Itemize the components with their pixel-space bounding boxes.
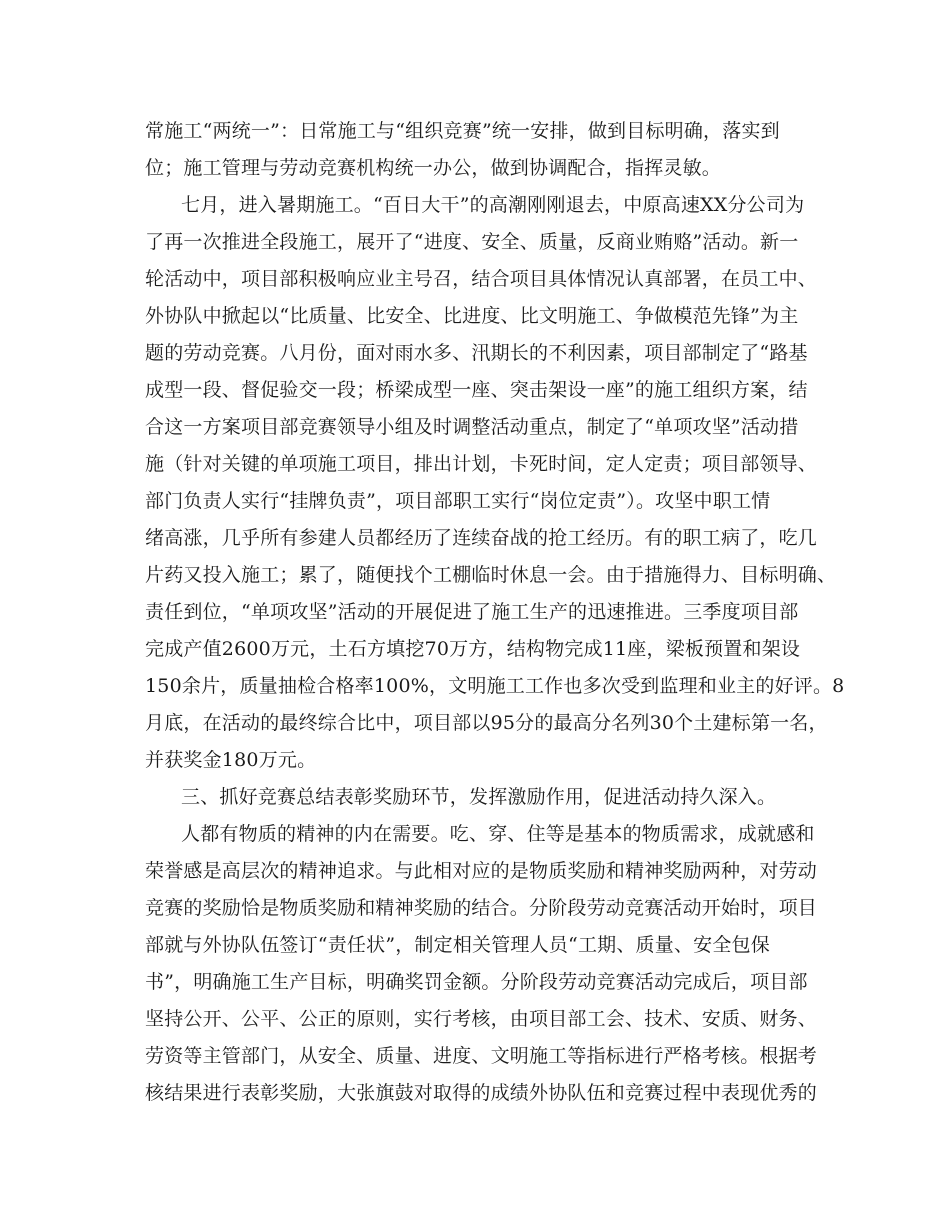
text-line: 成型一段、督促验交一段；桥梁成型一座、突击架设一座”的施工组织方案，结 [145, 379, 808, 401]
text-line: 责任到位，“单项攻坚”活动的开展促进了施工生产的迅速推进。三季度项目部 [145, 601, 799, 623]
text-line: 并获奖金180万元。 [145, 749, 317, 771]
text-line: 常施工“两统一”：日常施工与“组织竞赛”统一安排，做到目标明确，落实到 [145, 120, 780, 142]
text-line: 劳资等主管部门，从安全、质量、进度、文明施工等指标进行严格考核。根据考 [145, 1045, 818, 1067]
text-line: 了再一次推进全段施工，展开了“进度、安全、质量，反商业贿赂”活动。新一 [145, 231, 799, 253]
text-line: 位；施工管理与劳动竞赛机构统一办公，做到协调配合，指挥灵敏。 [145, 157, 722, 179]
text-line: 题的劳动竞赛。八月份，面对雨水多、汛期长的不利因素，项目部制定了“路基 [145, 342, 808, 364]
text-line: 核结果进行表彰奖励，大张旗鼓对取得的成绩外协队伍和竞赛过程中表现优秀的 [145, 1082, 818, 1104]
text-line: 片药又投入施工；累了，随便找个工棚临时休息一会。由于措施得力、目标明确、 [145, 564, 837, 586]
text-line: 150余片，质量抽检合格率100%，文明施工工作也多次受到监理和业主的好评。8 [145, 675, 845, 697]
section-heading: 三、抓好竞赛总结表彰奖励环节，发挥激励作用，促进活动持久深入。 [181, 786, 777, 808]
text-line: 施（针对关键的单项施工项目，排出计划，卡死时间，定人定责；项目部领导、 [145, 453, 818, 475]
text-line: 完成产值2600万元，土石方填挖70万方，结构物完成11座，梁板预置和架设 [145, 638, 801, 660]
text-line: 月底，在活动的最终综合比中，项目部以95分的最高分名列30个土建标第一名， [145, 712, 828, 734]
text-line: 竞赛的奖励恰是物质奖励和精神奖励的结合。分阶段劳动竞赛活动开始时，项目 [145, 897, 818, 919]
text-line: 部门负责人实行“挂牌负责”，项目部职工实行“岗位定责”）。攻坚中职工情 [145, 490, 771, 512]
text-line: 荣誉感是高层次的精神追求。与此相对应的是物质奖励和精神奖励两种，对劳动 [145, 860, 818, 882]
text-line: 人都有物质的精神的内在需要。吃、穿、住等是基本的物质需求，成就感和 [181, 823, 815, 845]
text-line: 七月，进入暑期施工。“百日大干”的高潮刚刚退去，中原高速XX分公司为 [181, 194, 805, 216]
text-line: 合这一方案项目部竞赛领导小组及时调整活动重点，制定了“单项攻坚”活动措 [145, 416, 799, 438]
text-line: 绪高涨，几乎所有参建人员都经历了连续奋战的抢工经历。有的职工病了，吃几 [145, 527, 818, 549]
text-line: 部就与外协队伍签订“责任状”，制定相关管理人员“工期、质量、安全包保 [145, 934, 770, 956]
text-line: 坚持公开、公平、公正的原则，实行考核，由项目部工会、技术、安质、财务、 [145, 1008, 818, 1030]
text-line: 轮活动中，项目部积极响应业主号召，结合项目具体情况认真部署，在员工中、 [145, 268, 818, 290]
text-line: 书”，明确施工生产目标，明确奖罚金额。分阶段劳动竞赛活动完成后，项目部 [145, 971, 808, 993]
text-line: 外协队中掀起以“比质量、比安全、比进度、比文明施工、争做模范先锋”为主 [145, 305, 799, 327]
